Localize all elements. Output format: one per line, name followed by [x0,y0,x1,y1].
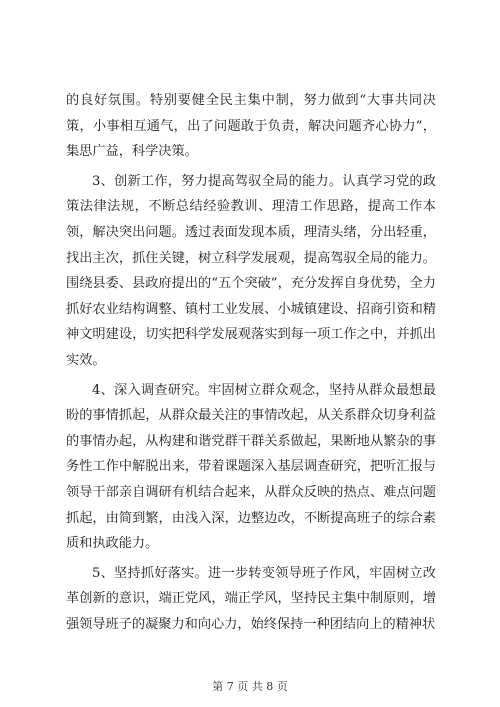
document-body [66,88,436,641]
paragraph-item-5: 5、坚持抓好落实。进一步转变领导班子作风，牢固树立改革创新的意识，端正党风，端正学风，坚持民主集中制原则，增强领导班子的凝聚力和向心力，始终保持一种团结向上的精神状 [66,565,436,632]
page-number-footer: 第 7 页 共 8 页 [212,680,288,693]
paragraph-item-3: 3、创新工作，努力提高驾驭全局的能力。认真学习党的政策法律法规，不断总结经验教训、理清工作思路，提高工作本领，解决突出问题。透过表面发现本质，理清头绪，分出轻重，找出主次，抓住关键，树立科学发展观，提高驾驭全局的能力。围绕县委、县政府提出的“五个突破”，充分发挥自身优势，全力抓好农业结构调整、镇村工业发展、小城镇建设、招商引资和精神文明建设，切实把科学发展观落实到每一项工作之中，并抓出实效。 [66,173,436,368]
paragraph-item-4: 4、深入调查研究。牢固树立群众观念，坚持从群众最想最盼的事情抓起，从群众最关注的事情改起，从关系群众切身利益的事情办起，从构建和谐党群干群关系做起，果断地从繁杂的事务性工作中解脱出来，带着课题深入基层调查研究，把听汇报与领导干部亲自调研有机结合起来，从群众反映的热点、难点问题抓起，由简到繁，由浅入深，边整边改，不断提高班子的综合素质和执政能力。 [66,382,436,552]
paragraph-continuation: 的良好氛围。特别要健全民主集中制，努力做到“大事共同决策，小事相互通气，出了问题敢于负责，解决问题齐心协力”，集思广益，科学决策。 [66,93,436,160]
